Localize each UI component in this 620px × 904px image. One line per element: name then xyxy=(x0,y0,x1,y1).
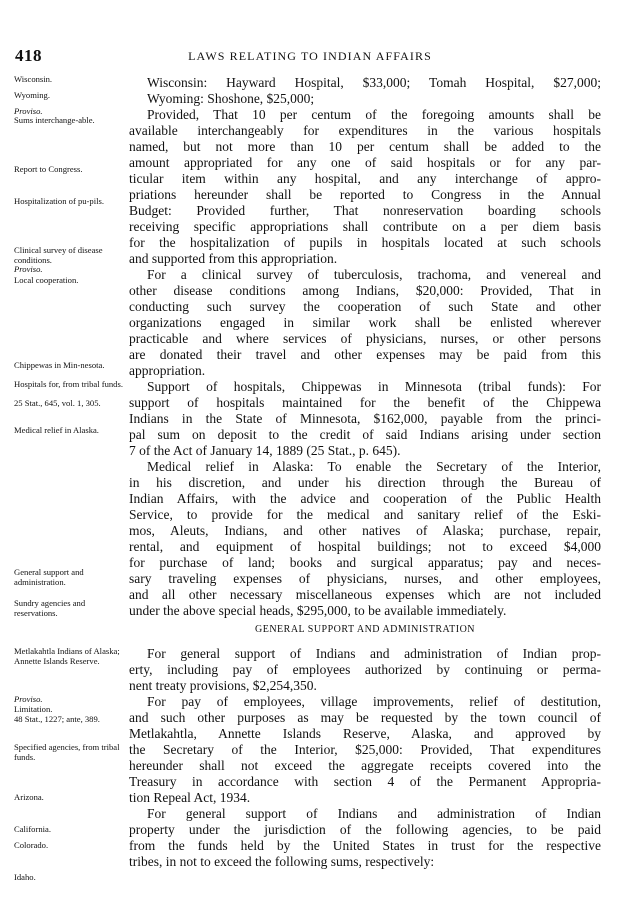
margin-note: Colorado. xyxy=(14,840,49,850)
margin-note: Hospitalization of pu-pils. xyxy=(14,196,104,206)
text-line: under the above special heads, $295,000, to be available immediately. xyxy=(129,603,507,618)
margin-note: General support and administration. xyxy=(14,567,84,587)
text-line: Support of hospitals, Chippewas in Minnesota (tribal funds): For xyxy=(147,379,601,394)
text-line: For a clinical survey of tuberculosis, trachoma, and venereal and xyxy=(147,267,601,282)
text-line: practicable and where services of physicians, nurses, or other persons xyxy=(129,331,601,346)
text-line: For pay of employees, village improvements, relief of destitution, xyxy=(147,694,601,709)
margin-note: Wyoming. xyxy=(14,90,51,100)
margin-note: California. xyxy=(14,824,51,834)
text-line: amount appropriated for any one of said hospitals or for any par- xyxy=(129,155,601,170)
margin-note: Proviso. xyxy=(14,694,43,704)
text-line: ticular item within any hospital, and any interchange of appro- xyxy=(129,171,601,186)
margin-note: 48 Stat., 1227; ante, 389. xyxy=(14,714,100,724)
text-line: from the funds held by the United States in trust for the respective xyxy=(129,838,601,853)
text-line: tion Repeal Act, 1934. xyxy=(129,790,251,805)
text-line: for purchase of land; books and surgical apparatus; pay and neces- xyxy=(129,555,601,570)
text-line: Treasury in accordance with section 4 of the Permanent Appropria- xyxy=(129,774,601,789)
section-heading: GENERAL SUPPORT AND ADMINISTRATION xyxy=(254,624,476,635)
text-line: mos, Aleuts, Indians, and other natives of Alaska; purchase, repair, xyxy=(129,523,601,538)
page-number: 418 xyxy=(15,46,42,65)
text-line: support of hospitals maintained for the benefit of the Chippewa xyxy=(129,395,601,410)
margin-note: Proviso. xyxy=(14,106,43,116)
text-line: are donated their travel and other expenses may be paid from this xyxy=(129,347,601,362)
text-line: nent treaty provisions, $2,254,350. xyxy=(129,678,317,693)
margin-note: Idaho. xyxy=(14,872,36,882)
text-line: Service, to provide for the medical and sanitary relief of the Eski- xyxy=(129,507,601,522)
text-line: 7 of the Act of January 14, 1889 (25 Stat., p. 645). xyxy=(129,443,401,458)
margin-note: 25 Stat., 645, vol. 1, 305. xyxy=(14,398,101,408)
text-line: Indians in the State of Minnesota, $162,000, payable from the princi- xyxy=(129,411,601,426)
text-line: and supported from this appropriation. xyxy=(129,251,338,266)
margin-note: Sums interchange-able. xyxy=(14,115,95,125)
text-line: Wisconsin: Hayward Hospital, $33,000; Tomah Hospital, $27,000; xyxy=(147,75,601,90)
text-line: rental, and equipment of hospital buildings; not to exceed $4,000 xyxy=(129,539,601,554)
text-line: tribes, in not to exceed the following sums, respectively: xyxy=(129,854,435,869)
text-line: priations hereunder shall be reported to Congress in the Annual xyxy=(129,187,601,202)
running-head: LAWS RELATING TO INDIAN AFFAIRS xyxy=(188,49,432,63)
margin-note: Clinical survey of disease conditions. xyxy=(14,245,103,265)
text-line: sary traveling expenses of physicians, nurses, and other employees, xyxy=(129,571,601,586)
text-line: Indian Affairs, with the advice and cooperation of the Public Health xyxy=(129,491,601,506)
text-line: and all other necessary miscellaneous expenses which are not included xyxy=(129,587,601,602)
text-line: the Secretary of the Interior, $25,000: Provided, That expenditures xyxy=(129,742,601,757)
margin-note: Proviso. xyxy=(14,264,43,274)
margin-note: Wisconsin. xyxy=(14,74,53,84)
margin-note: Limitation. xyxy=(14,704,53,714)
margin-note: Local cooperation. xyxy=(14,275,79,285)
text-line: Medical relief in Alaska: To enable the Secretary of the Interior, xyxy=(147,459,601,474)
text-line: For general support of Indians and administration of Indian prop- xyxy=(147,646,601,661)
text-line: other disease conditions among Indians, $20,000: Provided, That in xyxy=(129,283,601,298)
text-line: pal sum on deposit to the credit of said Indians arising under section xyxy=(129,427,601,442)
text-line: receiving specific appropriations shall contribute on a per diem basis xyxy=(129,219,601,234)
margin-note: Metlakahtla Indians of Alaska; Annette Islands Reserve. xyxy=(14,646,120,666)
text-line: conducting such survey the cooperation of such State and other xyxy=(129,299,601,314)
margin-note: Arizona. xyxy=(14,792,44,802)
margin-note: Hospitals for, from tribal funds. xyxy=(14,379,123,389)
margin-note: Specified agencies, from tribal funds. xyxy=(14,742,120,762)
margin-note: Sundry agencies and reservations. xyxy=(14,598,86,618)
text-line: available interchangeably for expenditures in the various hospitals xyxy=(129,123,601,138)
text-line: hereunder shall not exceed the aggregate receipts covered into the xyxy=(129,758,601,773)
text-line: organizations engaged in similar work shall be enlisted wherever xyxy=(129,315,601,330)
margin-note: Chippewas in Min-nesota. xyxy=(14,360,105,370)
text-line: Wyoming: Shoshone, $25,000; xyxy=(147,91,315,106)
text-line: for the hospitalization of pupils in hospitals located at such schools xyxy=(129,235,601,250)
text-line: For general support of Indians and administration of Indian xyxy=(147,806,601,821)
text-line: in his discretion, and under his direction through the Bureau of xyxy=(129,475,601,490)
text-line: Provided, That 10 per centum of the foregoing amounts shall be xyxy=(147,107,601,122)
text-line: and such other purposes as may be requested by the town council of xyxy=(129,710,601,725)
text-line: property under the jurisdiction of the following agencies, to be paid xyxy=(129,822,601,837)
text-line: named, but not more than 10 per centum shall be added to the xyxy=(129,139,601,154)
margin-note: Medical relief in Alaska. xyxy=(14,425,99,435)
text-line: Budget: Provided further, That nonreservation boarding schools xyxy=(129,203,601,218)
text-line: appropriation. xyxy=(129,363,206,378)
margin-note: Report to Congress. xyxy=(14,164,83,174)
text-line: Metlakahtla, Annette Islands Reserve, Alaska, and approved by xyxy=(129,726,601,741)
text-line: erty, including pay of employees authorized by continuing or perma- xyxy=(129,662,601,677)
